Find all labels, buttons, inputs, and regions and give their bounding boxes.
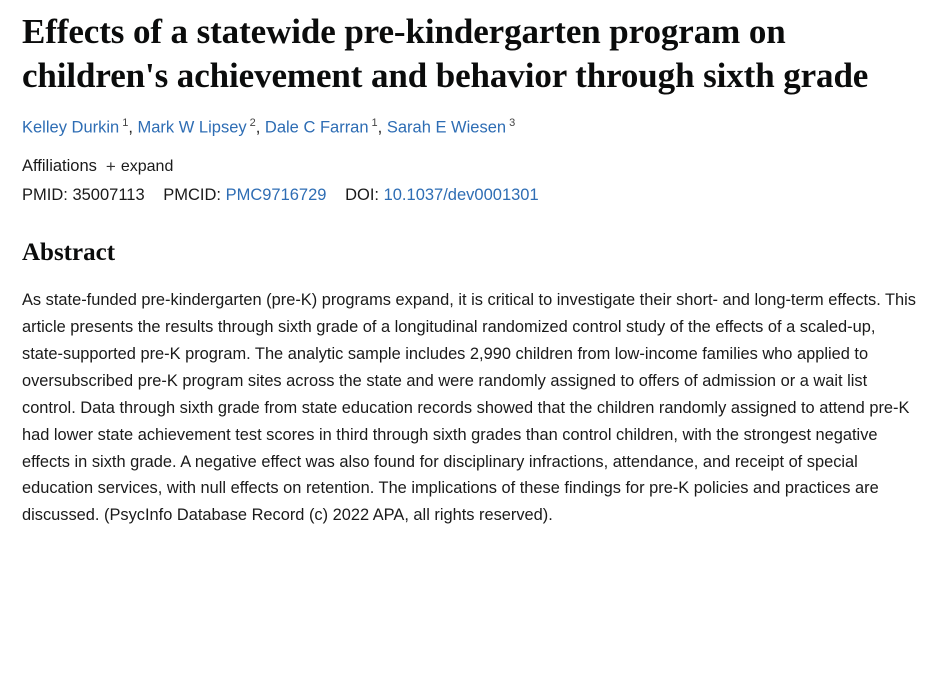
affiliations-row bbox=[22, 157, 919, 176]
page-title: Effects of a statewide pre-kindergarten program on children's achievement and behavior through sixth grade bbox=[22, 12, 869, 96]
doi-label: DOI: bbox=[345, 186, 379, 205]
pmcid-link[interactable]: PMC9716729 bbox=[225, 186, 327, 205]
author-link[interactable]: Kelley Durkin bbox=[22, 118, 120, 137]
doi-link[interactable]: 10.1037/dev0001301 bbox=[383, 186, 539, 205]
author-separator: , bbox=[377, 118, 387, 137]
author-list bbox=[22, 116, 919, 139]
author-link[interactable]: Sarah E Wiesen bbox=[386, 118, 507, 137]
plus-icon: + bbox=[105, 157, 116, 177]
pmcid-label: PMCID: bbox=[163, 186, 221, 205]
author-affiliation-marker[interactable]: 1 bbox=[122, 117, 129, 130]
author-separator: , bbox=[255, 118, 265, 137]
abstract-text: As state-funded pre-kindergarten (pre-K) programs expand, it is critical to investigate their short- and long-term effects. This article presents the results through sixth grade of a longitudinal randomized control study of the effects of a scaled-up, state-supported pre-K program. The analytic sample includes 2,990 children from low-income families who applied to oversubscribed pre-K program sites across the state and were randomly assigned to offers of admission or a wait list control. Data through sixth grade from state education records showed that the children randomly assigned to attend pre-K had lower state achievement test scores in third through sixth grades than control children, with the strongest negative effects in sixth grade. A negative effect was also found for disciplinary infractions, attendance, and receipt of special education services, with null effects on retention. The implications of these findings for pre-K policies and practices are discussed. (PsycInfo Database Record (c) 2022 APA, all rights reserved). bbox=[22, 291, 917, 525]
expand-label: expand bbox=[120, 157, 174, 175]
expand-affiliations-button[interactable] bbox=[106, 158, 173, 176]
pmid-value: 35007113 bbox=[72, 186, 145, 205]
pmid-label: PMID: bbox=[22, 186, 68, 205]
author-separator: , bbox=[128, 118, 138, 137]
identifiers-row bbox=[22, 186, 919, 205]
affiliations-label: Affiliations bbox=[22, 157, 97, 176]
author-affiliation-marker[interactable]: 2 bbox=[249, 117, 256, 130]
abstract-heading: Abstract bbox=[22, 239, 116, 267]
author-link[interactable]: Dale C Farran bbox=[264, 118, 369, 137]
author-affiliation-marker[interactable]: 1 bbox=[371, 117, 378, 130]
author-link[interactable]: Mark W Lipsey bbox=[137, 118, 247, 137]
author-affiliation-marker[interactable]: 3 bbox=[509, 117, 516, 130]
